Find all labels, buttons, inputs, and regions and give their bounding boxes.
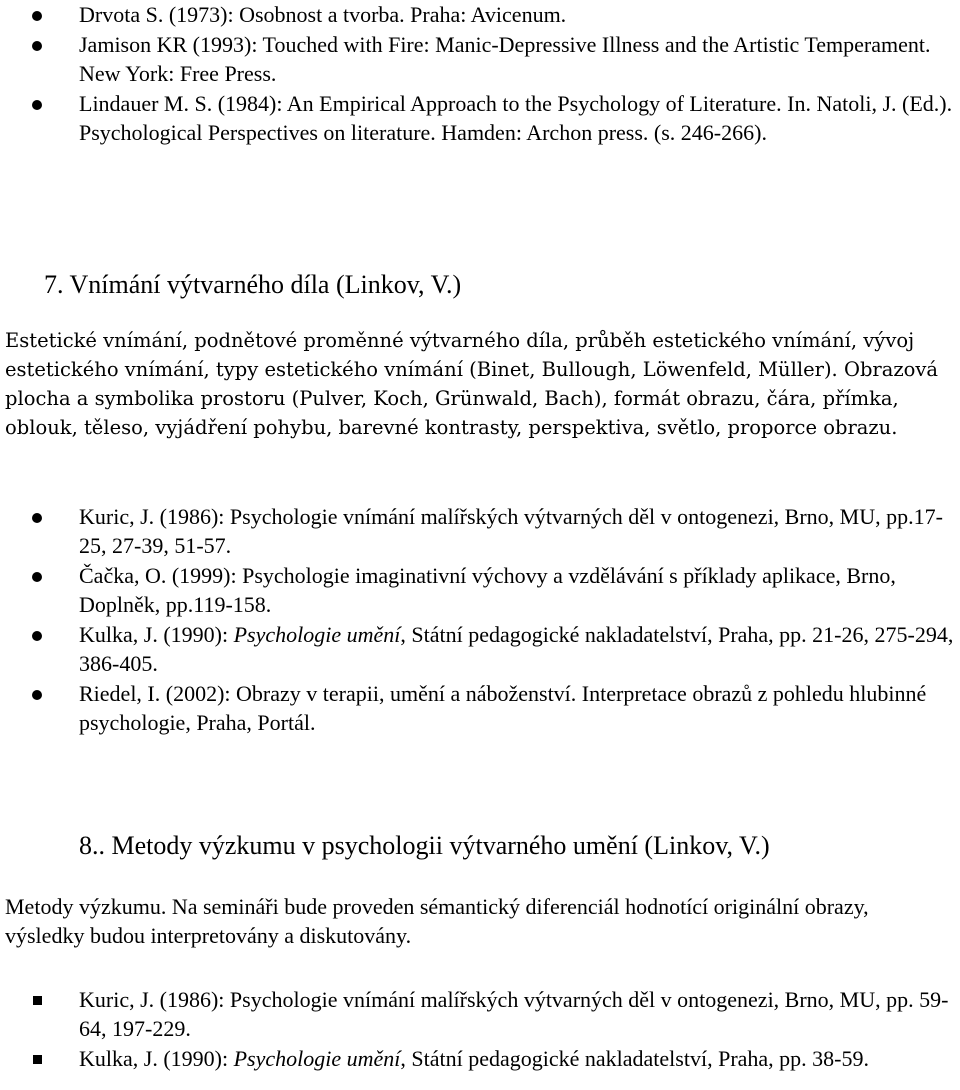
reference-text: Riedel, I. (2002): Obrazy v terapii, umění a náboženství. Interpretace obrazů z pohledu hlubinné psychologie, Praha, Portál. xyxy=(79,681,927,735)
reference-title-italic: Psychologie umění xyxy=(233,1046,401,1071)
list-item xyxy=(0,0,960,29)
reference-rest: , Státní pedagogické nakladatelství, Praha, pp. 21-26, 275-294, 386-405. xyxy=(79,622,954,676)
list-item xyxy=(0,502,960,560)
reference-author: Kulka, J. (1990): xyxy=(79,1046,234,1071)
section-7-paragraph: Estetické vnímání, podnětové proměnné výtvarného díla, průběh estetického vnímání, vývoj estetického vnímání, typy estetického vnímání (Binet, Bullough, Löwenfeld, Müller). Obrazová plocha a symbolika prostoru (Pulver, Koch, Grünwald, Bach), formát obrazu, čára, přímka, oblouk, těleso, vyjádření pohybu, barevné kontrasty, perspektiva, světlo, proporce obrazu. xyxy=(5,329,939,439)
top-reference-list xyxy=(0,0,960,148)
list-item xyxy=(0,620,960,678)
section-7-reference-list xyxy=(0,502,960,738)
reference-text xyxy=(79,1046,869,1071)
bullet-icon xyxy=(32,513,42,523)
square-bullet-icon xyxy=(33,996,42,1005)
list-item xyxy=(0,561,960,619)
bullet-icon xyxy=(32,572,42,582)
reference-text: Lindauer M. S. (1984): An Empirical Approach to the Psychology of Literature. In. Natoli, J. (Ed.). Psychological Perspectives on literature. Hamden: Archon press. (s. 246-266). xyxy=(79,91,953,145)
reference-rest: , Státní pedagogické nakladatelství, Praha, pp. 38-59. xyxy=(400,1046,869,1071)
reference-text xyxy=(79,622,953,676)
list-item xyxy=(0,1044,960,1073)
reference-text: Čačka, O. (1999): Psychologie imaginativní výchovy a vzdělávání s příklady aplikace, Brno, Doplněk, pp.119-158. xyxy=(79,563,896,617)
reference-text: Drvota S. (1973): Osobnost a tvorba. Praha: Avicenum. xyxy=(79,2,567,27)
bullet-icon xyxy=(32,690,42,700)
reference-text: Jamison KR (1993): Touched with Fire: Manic-Depressive Illness and the Artistic Temperament. New York: Free Press. xyxy=(79,32,931,86)
reference-text: Kuric, J. (1986): Psychologie vnímání malířských výtvarných děl v ontogenezi, Brno, MU, pp.17-25, 27-39, 51-57. xyxy=(79,504,943,558)
bullet-icon xyxy=(32,11,42,21)
list-item xyxy=(0,985,960,1043)
reference-author: Kulka, J. (1990): xyxy=(79,622,234,647)
square-bullet-icon xyxy=(33,1055,42,1064)
bullet-icon xyxy=(32,100,42,110)
bullet-icon xyxy=(32,41,42,51)
list-item xyxy=(0,30,960,88)
list-item xyxy=(0,89,960,147)
section-8-paragraph: Metody výzkumu. Na semináři bude proveden sémantický diferenciál hodnotící originální obrazy, výsledky budou interpretovány a diskutovány. xyxy=(5,894,869,948)
section-8-heading: 8.. Metody výzkumu v psychologii výtvarného umění (Linkov, V.) xyxy=(79,831,770,860)
section-8-reference-list xyxy=(0,985,960,1074)
bullet-icon xyxy=(32,631,42,641)
reference-text: Kuric, J. (1986): Psychologie vnímání malířských výtvarných děl v ontogenezi, Brno, MU, pp. 59-64, 197-229. xyxy=(79,987,949,1041)
section-7-heading: 7. Vnímání výtvarného díla (Linkov, V.) xyxy=(44,270,462,299)
list-item xyxy=(0,679,960,737)
reference-title-italic: Psychologie umění xyxy=(233,622,401,647)
